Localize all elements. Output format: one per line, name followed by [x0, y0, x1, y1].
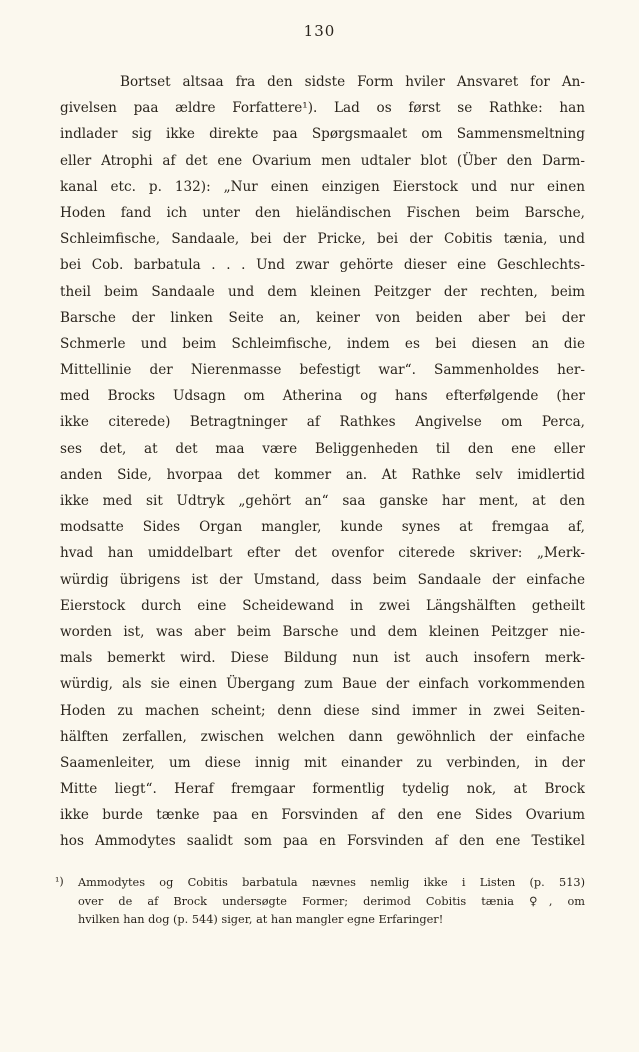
text-line: Barsche der linken Seite an, keiner von beiden aber bei der	[60, 309, 585, 326]
footnotes	[60, 874, 585, 930]
text-line: würdig übrigens ist der Umstand, dass beim Sandaale der einfache	[60, 571, 585, 588]
text-line: worden ist, was aber beim Barsche und dem kleinen Peitzger nie-	[60, 623, 585, 640]
text-line: Schleimfische, Sandaale, bei der Pricke, bei der Cobitis tænia, und	[60, 231, 585, 248]
footnote-line: Ammodytes og Cobitis barbatula nævnes nemlig ikke i Listen (p. 513)	[78, 876, 585, 889]
footnote-line: over de af Brock undersøgte Former; derimod Cobitis tænia ♀, om	[78, 894, 585, 908]
text-line: ikke citerede) Betragtninger af Rathkes Angivelse om Perca,	[60, 414, 585, 431]
text-line: Bortset altsaa fra den sidste Form hviler Ansvaret for An-	[120, 74, 585, 90]
text-line: Mitte liegt“. Heraf fremgaar formentlig tydelig nok, at Brock	[60, 781, 585, 798]
text-line: würdig, als sie einen Übergang zum Baue der einfach vorkommenden	[60, 676, 585, 693]
text-line: bei Cob. barbatula . . . Und zwar gehörte dieser eine Geschlechts-	[60, 257, 585, 274]
footnote-mark: ¹)	[55, 875, 64, 888]
text-line: ikke med sit Udtryk „gehört an“ saa ganske har ment, at den	[60, 493, 585, 509]
page-number: 130	[303, 22, 336, 40]
text-line: eller Atrophi af det ene Ovarium men udtaler blot (Über den Darm-	[60, 152, 585, 169]
text-line: Schmerle und beim Schleimfische, indem es bei diesen an die	[60, 335, 585, 352]
text-line: med Brocks Udsagn om Atherina og hans efterfølgende (her	[60, 388, 585, 405]
text-line: theil beim Sandaale und dem kleinen Peitzger der rechten, beim	[60, 283, 585, 300]
text-line: Saamenleiter, um diese innig mit einander zu verbinden, in der	[60, 754, 585, 771]
body-text	[60, 69, 585, 855]
text-line: anden Side, hvorpaa det kommer an. At Rathke selv imidlertid	[60, 466, 585, 483]
text-line: Hoden fand ich unter den hieländischen Fischen beim Barsche,	[60, 204, 585, 221]
text-line: modsatte Sides Organ mangler, kunde synes at fremgaa af,	[60, 519, 585, 536]
footnote-line: hvilken han dog (p. 544) siger, at han mangler egne Erfaringer!	[78, 913, 444, 926]
text-line: ses det, at det maa være Beliggenheden til den ene eller	[60, 440, 585, 457]
text-line: indlader sig ikke direkte paa Spørgsmaalet om Sammensmeltning	[60, 126, 585, 143]
text-line: kanal etc. p. 132): „Nur einen einzigen Eierstock und nur einen	[60, 178, 585, 195]
text-line: ikke burde tænke paa en Forsvinden af den ene Sides Ovarium	[60, 807, 585, 824]
text-line: hälften zerfallen, zwischen welchen dann gewöhnlich der einfache	[60, 728, 585, 745]
text-line: Eierstock durch eine Scheidewand in zwei Längshälften getheilt	[60, 597, 585, 614]
text-line: givelsen paa ældre Forfattere¹). Lad os først se Rathke: han	[60, 100, 585, 117]
text-line: hos Ammodytes saalidt som paa en Forsvinden af den ene Testikel	[60, 833, 585, 850]
text-line: Hoden zu machen scheint; denn diese sind immer in zwei Seiten-	[60, 702, 585, 719]
text-line: mals bemerkt wird. Diese Bildung nun ist auch insofern merk-	[60, 650, 585, 667]
text-line: Mittellinie der Nierenmasse befestigt war“. Sammenholdes her-	[60, 362, 585, 379]
text-line: hvad han umiddelbart efter det ovenfor citerede skriver: „Merk-	[60, 545, 585, 562]
